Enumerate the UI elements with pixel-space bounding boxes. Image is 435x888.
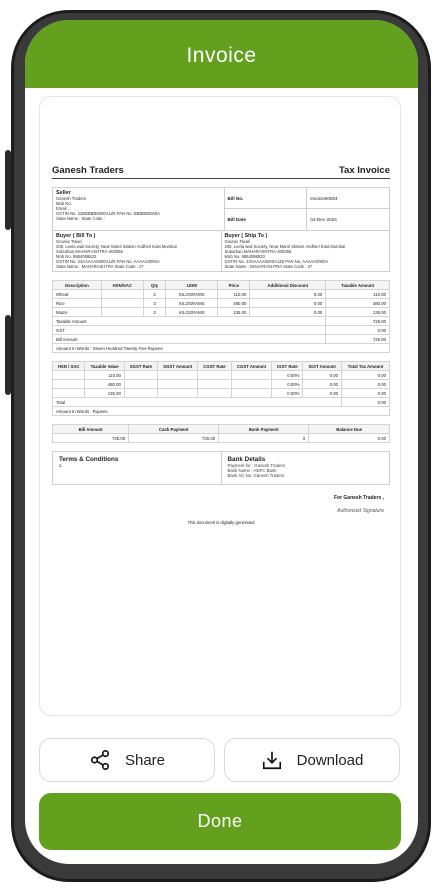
- column-header: CGST Amount: [231, 362, 272, 371]
- buyer-bill-line: GSTIN No. 23AAAAA0000A1Z5 PAN No. AAAAA0000A: [56, 259, 160, 264]
- buyer-ship-line: GSTIN No. 23AAAAA0000A1Z5 PAN No. AAAAA0000A: [224, 259, 329, 264]
- column-header: Qty: [143, 281, 166, 290]
- download-button[interactable]: [224, 738, 400, 782]
- bill-meta-block: [225, 188, 390, 230]
- item-hsn: [101, 299, 143, 308]
- item-description: Wheat: [53, 290, 102, 299]
- item-uom: KILOGRAMS: [166, 299, 218, 308]
- table-row: [53, 371, 390, 380]
- item-description: Maize: [53, 308, 102, 317]
- item-taxable: 480.00: [326, 299, 390, 308]
- tax-cell: [198, 371, 231, 380]
- item-qty: 3: [143, 308, 166, 317]
- column-header: Cash Payment: [129, 425, 219, 434]
- tax-cell: [53, 389, 85, 398]
- table-row: [53, 299, 390, 308]
- tax-cell: [231, 380, 272, 389]
- tax-cell: [124, 389, 157, 398]
- app-bar: [25, 20, 418, 88]
- tax-cell: [157, 371, 198, 380]
- tax-cell: 0.00: [342, 380, 390, 389]
- payment-table: [52, 424, 390, 443]
- column-header: Balance Due: [309, 425, 390, 434]
- tax-total-label: Total: [53, 398, 342, 407]
- tax-table: [52, 361, 390, 416]
- bank-line: Payment for : Ganesh Traders: [227, 463, 286, 468]
- bill-date-label: Bill Date: [227, 217, 246, 222]
- item-hsn: [101, 290, 143, 299]
- item-uom: KILOGRAMS: [166, 308, 218, 317]
- summary-value: 0.00: [326, 326, 390, 335]
- buyer-ship-line: Gourav Tiwari: [224, 239, 251, 244]
- seller-line: Mob No.: [56, 201, 72, 206]
- tax-cell: [53, 380, 85, 389]
- table-header-row: [53, 425, 390, 434]
- screen: [25, 20, 418, 864]
- terms-text: 1.: [59, 463, 63, 468]
- column-header: HSN / SAC: [53, 362, 85, 371]
- invoice-header: [52, 165, 390, 179]
- bank-block: [222, 452, 390, 484]
- column-header: Taxable Value: [85, 362, 125, 371]
- amount-words-row: [53, 344, 390, 353]
- column-header: Additional Discount: [250, 281, 326, 290]
- item-hsn: [101, 308, 143, 317]
- table-header-row: [53, 362, 390, 371]
- buyer-ship-line: Mob No. 9864098633: [224, 254, 265, 259]
- column-header: Bill Amount: [53, 425, 129, 434]
- bill-date-value: 04-Dec-2024: [306, 209, 389, 230]
- item-price: 110.00: [218, 290, 250, 299]
- buyer-bill-line: Suburban,MAHARASHTRA-400056: [56, 249, 123, 254]
- column-header: HSN/SAC: [101, 281, 143, 290]
- seller-line: GSTIN No. 22BBBBB0000A1Z5 PAN No. BBBBB0000A: [56, 211, 160, 216]
- items-table: [52, 280, 390, 353]
- tax-cell: [157, 389, 198, 398]
- pay-balance: 0.00: [309, 434, 390, 443]
- summary-value: 725.00: [326, 335, 390, 344]
- bank-line: Bank A/c No: Ganesh Traders: [227, 473, 285, 478]
- pay-cash: 730.00: [129, 434, 219, 443]
- column-header: Price: [218, 281, 250, 290]
- summary-row: [53, 326, 390, 335]
- summary-label: Bill Amount: [53, 335, 326, 344]
- column-header: Description: [53, 281, 102, 290]
- column-header: IGST Amount: [303, 362, 342, 371]
- tax-cell: 480.00: [85, 380, 125, 389]
- tax-cell: [198, 389, 231, 398]
- tax-cell: [124, 380, 157, 389]
- seller-line: Email :: [56, 206, 69, 211]
- pay-bill-amount: 725.00: [53, 434, 129, 443]
- item-discount: 0.00: [250, 299, 326, 308]
- item-qty: 3: [143, 299, 166, 308]
- buyer-bill-line: Gourav Tiwari: [56, 239, 82, 244]
- column-header: UOM: [166, 281, 218, 290]
- signature-for: For Ganesh Traders ,: [333, 495, 384, 501]
- share-button[interactable]: [39, 738, 215, 782]
- terms-bank-section: [52, 451, 390, 485]
- table-row: [53, 434, 390, 443]
- summary-row: [53, 317, 390, 326]
- amount-words-row: [53, 407, 390, 416]
- download-label: Download: [296, 751, 364, 769]
- buyer-bill-line: 205, Leela wali Society, Near Marol Station Andheri East,Mumbai: [56, 244, 177, 249]
- company-name: Ganesh Traders: [52, 165, 124, 176]
- tax-cell: [53, 371, 85, 380]
- item-discount: 0.00: [250, 308, 326, 317]
- bill-no-value: Invoice00004: [306, 188, 389, 208]
- tax-cell: [157, 380, 198, 389]
- column-header: SGST Amount: [157, 362, 198, 371]
- tax-cell: 0.00: [303, 371, 342, 380]
- amount-in-words: Amount In Words : Rupees: [53, 407, 390, 416]
- tax-cell: [124, 371, 157, 380]
- table-row: [53, 308, 390, 317]
- table-row: [53, 380, 390, 389]
- buyer-bill-line: Mob No. 9864098633: [56, 254, 97, 259]
- seller-line: State Name : State Code :: [56, 216, 105, 221]
- column-header: Bank Payment: [219, 425, 309, 434]
- buyer-ship-line: 205, Leela wali Society, Near Marol Station Andheri East,Mumbai: [224, 244, 346, 249]
- done-label: Done: [197, 811, 243, 831]
- item-taxable: 110.00: [326, 290, 390, 299]
- pay-bank: 0: [219, 434, 309, 443]
- tax-total-row: [53, 398, 390, 407]
- page-title: Invoice: [186, 44, 257, 67]
- tax-cell: 0.00%: [272, 389, 303, 398]
- summary-value: 725.00: [326, 317, 390, 326]
- bank-title: Bank Details: [227, 456, 266, 463]
- seller-block: [53, 188, 225, 230]
- tax-cell: 110.00: [85, 371, 125, 380]
- column-header: Total Tax Amount: [342, 362, 390, 371]
- tax-cell: 135.00: [85, 389, 125, 398]
- tax-cell: [231, 389, 272, 398]
- digital-note: This document is digitally generated: [187, 520, 255, 525]
- done-button[interactable]: [39, 793, 401, 850]
- item-uom: KILOGRAMS: [166, 290, 218, 299]
- party-section: [52, 187, 390, 272]
- bank-line: Bank Name : HDFC Bank: [227, 468, 277, 473]
- buyer-bill-block: [53, 231, 222, 271]
- seller-title: Seller: [56, 190, 71, 196]
- document-type: Tax Invoice: [338, 165, 390, 176]
- bill-no-label: Bill No.: [227, 195, 244, 201]
- item-qty: 2: [143, 290, 166, 299]
- buyer-ship-line: Suburban,MAHARASHTRA-400056: [224, 249, 292, 254]
- download-icon: [261, 749, 283, 771]
- invoice-preview-card[interactable]: [39, 96, 401, 716]
- table-row: [53, 290, 390, 299]
- summary-label: Taxable Amount: [53, 317, 326, 326]
- tax-cell: 0.00%: [272, 380, 303, 389]
- seller-line: Ganesh Traders: [56, 196, 87, 201]
- tax-cell: 0.00: [303, 380, 342, 389]
- amount-in-words: Amount In Words : Seven Hundred Twenty Five Rupees: [53, 344, 390, 353]
- column-header: IGST Rate: [272, 362, 303, 371]
- invoice-document: [52, 165, 390, 525]
- tax-total-value: 0.00: [342, 398, 390, 407]
- buyer-ship-title: Buyer ( Ship To ): [224, 233, 268, 239]
- tax-cell: 0.00%: [272, 371, 303, 380]
- buyer-bill-title: Buyer ( Bill To ): [56, 233, 96, 239]
- summary-label: GST: [53, 326, 326, 335]
- summary-row: [53, 335, 390, 344]
- tax-cell: [198, 380, 231, 389]
- authorized-signature: Authorized Signature: [337, 508, 384, 514]
- item-description: Rice: [53, 299, 102, 308]
- buyer-bill-line: State Name : MAHARASHTRA State Code : 27: [56, 264, 144, 269]
- item-discount: 0.00: [250, 290, 326, 299]
- column-header: SGST Rate: [124, 362, 157, 371]
- tax-cell: 0.00: [342, 389, 390, 398]
- terms-title: Terms & Conditions: [59, 456, 119, 463]
- table-row: [53, 389, 390, 398]
- item-taxable: 135.00: [326, 308, 390, 317]
- item-price: 480.00: [218, 299, 250, 308]
- buyer-ship-line: State Name : MAHARASHTRA State Code : 27: [224, 264, 313, 269]
- item-price: 135.00: [218, 308, 250, 317]
- column-header: CGST Rate: [198, 362, 231, 371]
- bill-no-row: [225, 188, 390, 209]
- terms-block: [53, 452, 222, 484]
- buyer-ship-block: [222, 231, 390, 271]
- share-icon: [89, 749, 111, 771]
- tax-cell: 0.00: [303, 389, 342, 398]
- bill-date-row: [225, 209, 390, 230]
- table-header-row: [53, 281, 390, 290]
- share-label: Share: [124, 751, 166, 769]
- tax-cell: 0.00: [342, 371, 390, 380]
- tax-cell: [231, 371, 272, 380]
- column-header: Taxable Amount: [326, 281, 390, 290]
